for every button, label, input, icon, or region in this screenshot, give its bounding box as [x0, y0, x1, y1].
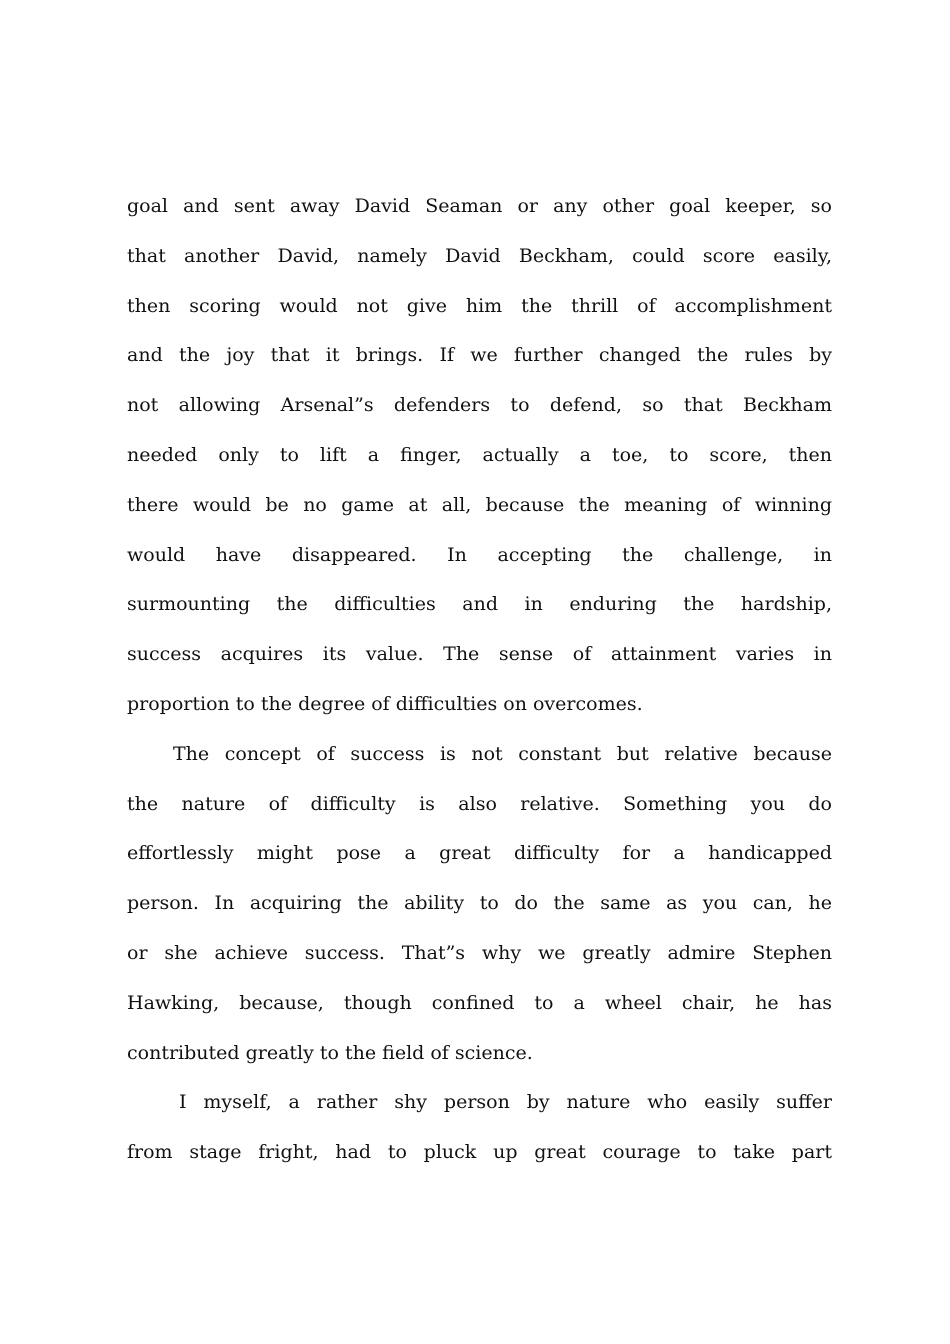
text-line: would have disappeared. In accepting the challenge, in: [127, 543, 832, 566]
text-line: from stage fright, had to pluck up great courage to take part: [127, 1141, 832, 1164]
text-line: Hawking, because, though confined to a wheel chair, he has: [127, 991, 832, 1014]
text-line: person. In acquiring the ability to do the same as you can, he: [127, 892, 832, 915]
text-line: success acquires its value. The sense of attainment varies in: [127, 643, 832, 666]
text-line: or she achieve success. That”s why we greatly admire Stephen: [127, 941, 832, 964]
text-line: needed only to lift a finger, actually a toe, to score, then: [127, 443, 832, 466]
text-line: that another David, namely David Beckham, could score easily,: [127, 244, 832, 267]
text-line: the nature of difficulty is also relative. Something you do: [127, 792, 832, 815]
body-text: [127, 182, 832, 1178]
text-line: then scoring would not give him the thrill of accomplishment: [127, 294, 832, 317]
text-line: and the joy that it brings. If we further changed the rules by: [127, 344, 832, 367]
paragraph-first-line: I myself, a rather shy person by nature who easily suffer: [179, 1091, 832, 1114]
text-line: contributed greatly to the field of science.: [127, 1041, 533, 1064]
text-line: not allowing Arsenal”s defenders to defend, so that Beckham: [127, 394, 832, 417]
text-line: goal and sent away David Seaman or any other goal keeper, so: [127, 195, 832, 217]
text-line: proportion to the degree of difficulties on overcomes.: [127, 692, 643, 715]
text-line: surmounting the difficulties and in enduring the hardship,: [127, 593, 832, 616]
text-line: there would be no game at all, because the meaning of winning: [127, 493, 832, 516]
text-line: effortlessly might pose a great difficulty for a handicapped: [127, 842, 832, 865]
paragraph-first-line: The concept of success is not constant but relative because: [173, 742, 832, 765]
